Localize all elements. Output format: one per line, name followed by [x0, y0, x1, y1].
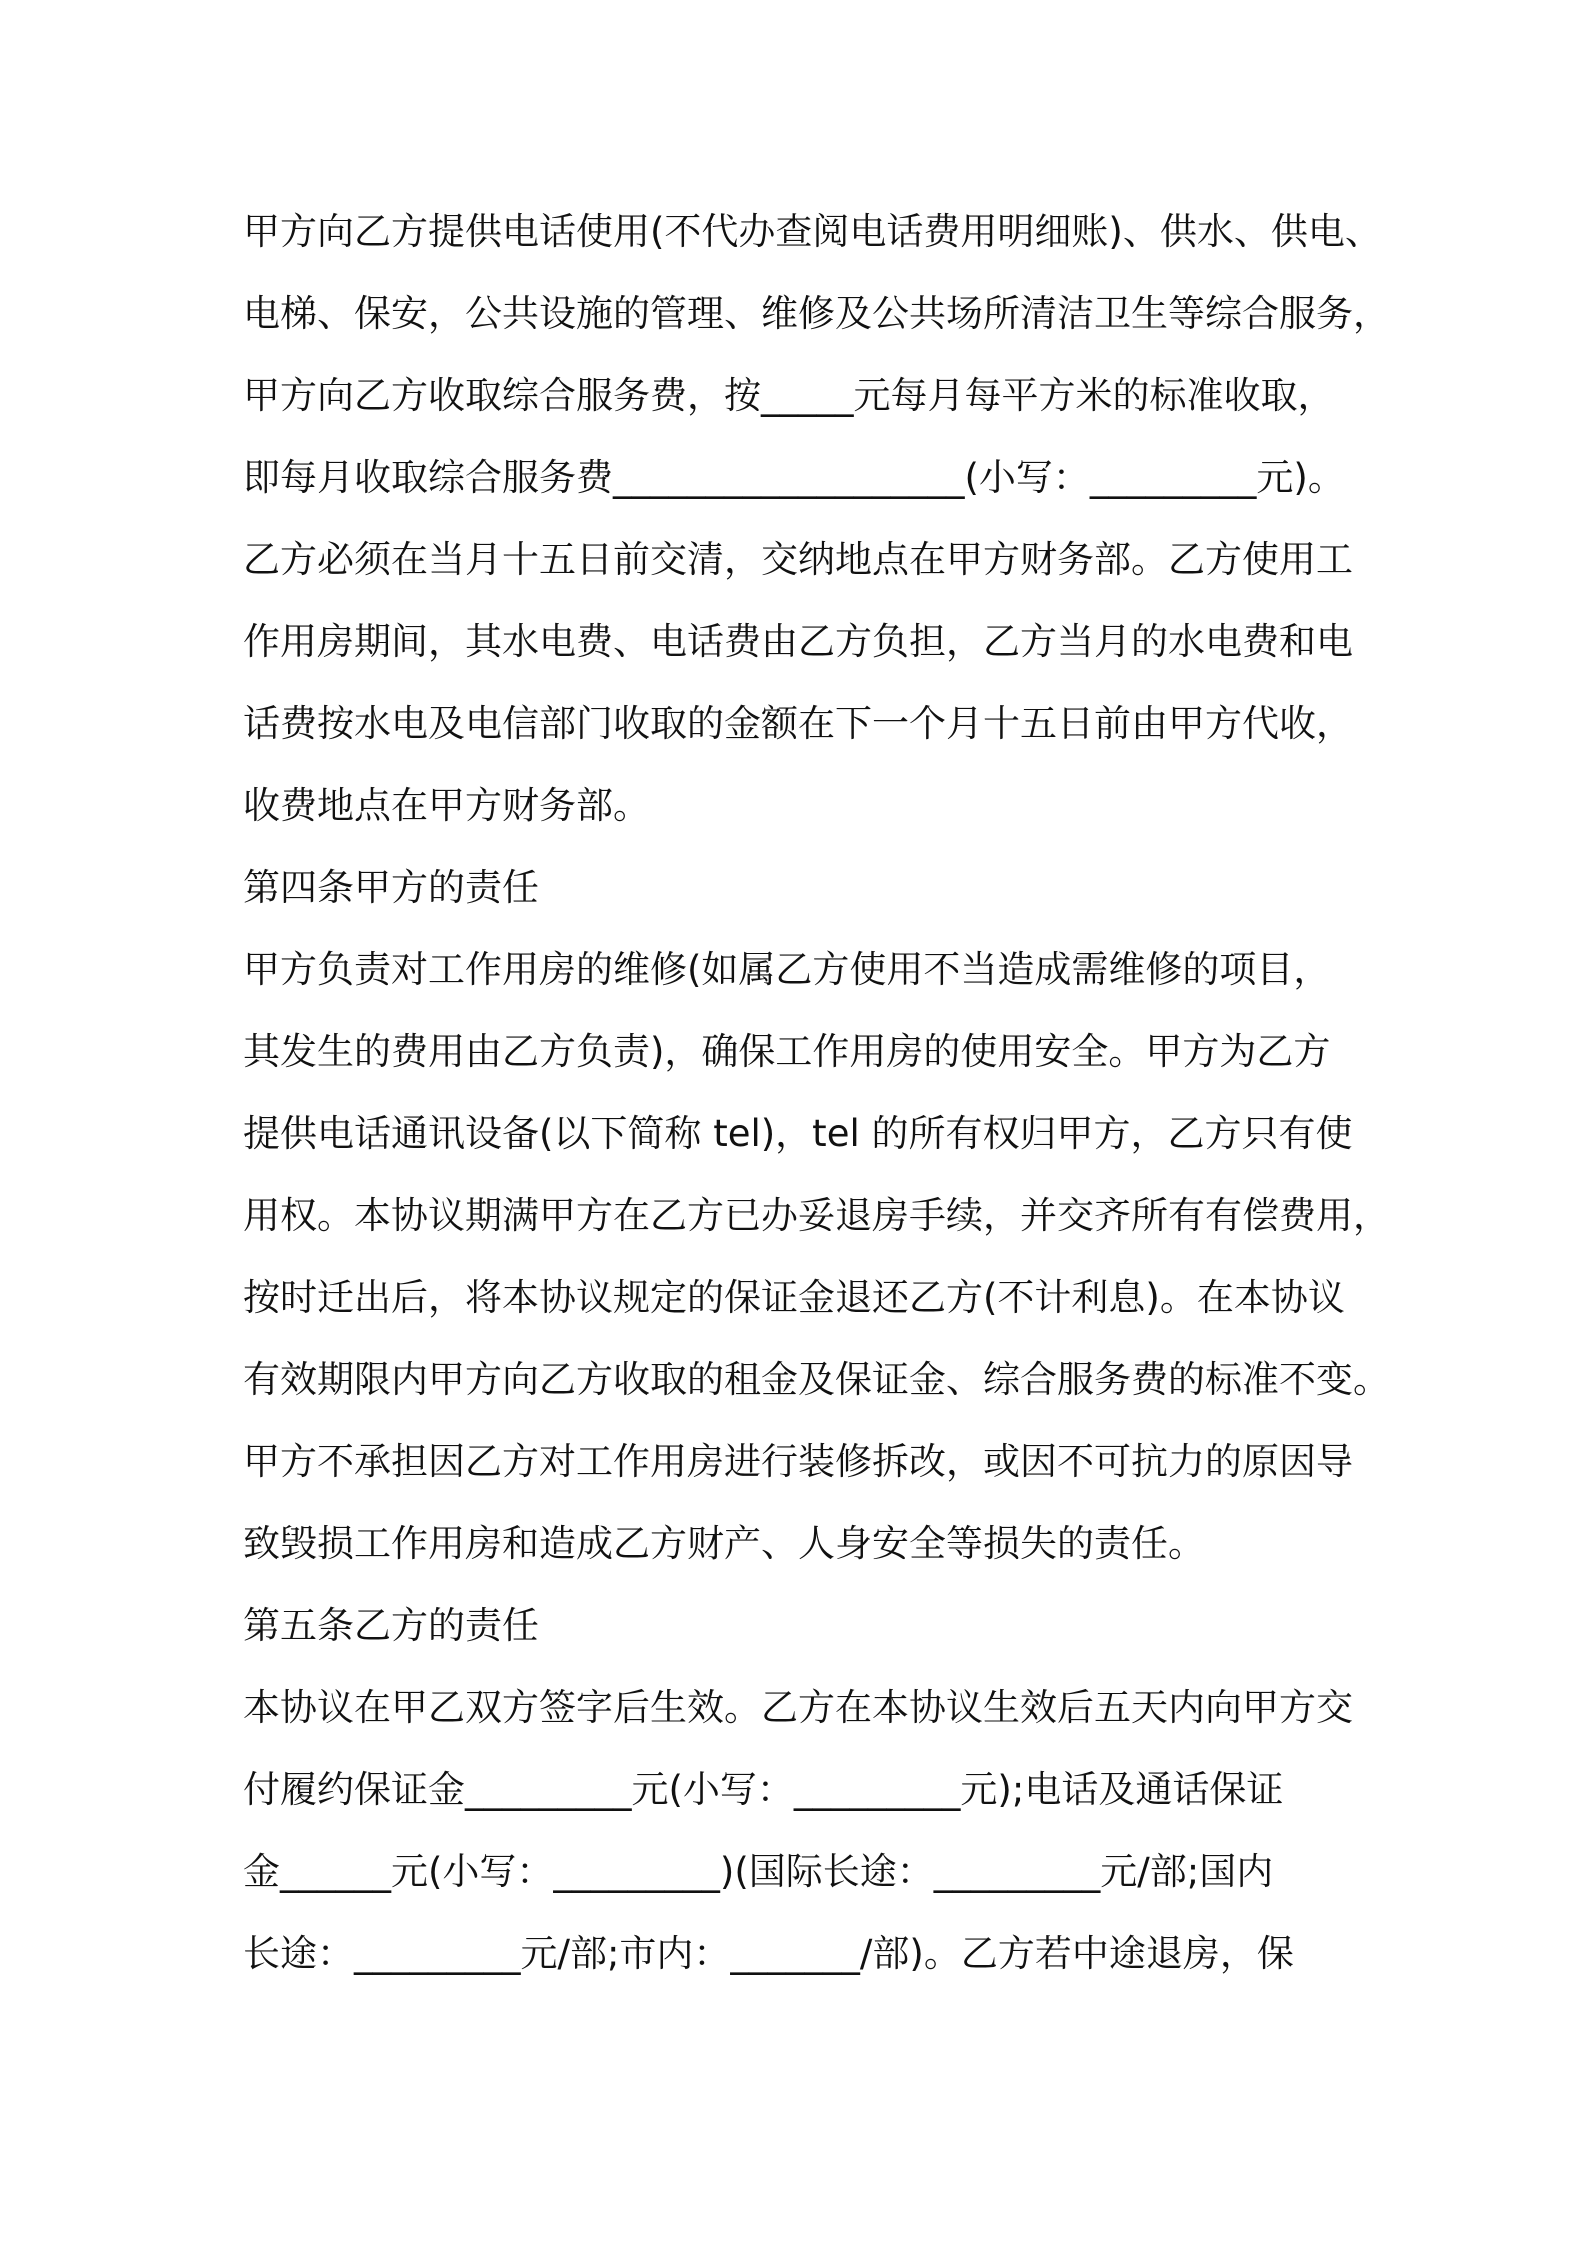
text-line: 甲方不承担因乙方对工作用房进行装修拆改，或因不可抗力的原因导 — [243, 1440, 1353, 1483]
text-line: 用权。本协议期满甲方在乙方已办妥退房手续，并交齐所有有偿费用， — [243, 1194, 1390, 1237]
text-line: 致毁损工作用房和造成乙方财产、人身安全等损失的责任。 — [243, 1522, 1205, 1565]
text-line: 电梯、保安，公共设施的管理、维修及公共场所清洁卫生等综合服务， — [243, 292, 1390, 335]
text-line: 收费地点在甲方财务部。 — [243, 784, 650, 827]
text-line: 甲方向乙方收取综合服务费，按_____元每月每平方米的标准收取， — [243, 374, 1335, 417]
text-line: 提供电话通讯设备(以下简称 tel)，tel 的所有权归甲方，乙方只有使 — [243, 1112, 1353, 1155]
text-line: 本协议在甲乙双方签字后生效。乙方在本协议生效后五天内向甲方交 — [243, 1686, 1353, 1729]
text-line: 长途：_________元/部;市内：_______/部)。乙方若中途退房，保 — [243, 1932, 1294, 1975]
text-line: 乙方必须在当月十五日前交清，交纳地点在甲方财务部。乙方使用工 — [243, 538, 1353, 581]
text-line: 按时迁出后，将本协议规定的保证金退还乙方(不计利息)。在本协议 — [243, 1276, 1345, 1319]
text-line: 即每月收取综合服务费___________________(小写：_________元)。 — [243, 456, 1345, 499]
text-line: 话费按水电及电信部门收取的金额在下一个月十五日前由甲方代收， — [243, 702, 1353, 745]
text-line: 付履约保证金_________元(小写：_________元);电话及通话保证 — [243, 1768, 1284, 1811]
section-heading: 第五条乙方的责任 — [243, 1604, 539, 1647]
text-line: 其发生的费用由乙方负责)，确保工作用房的使用安全。甲方为乙方 — [243, 1030, 1331, 1073]
text-line: 甲方负责对工作用房的维修(如属乙方使用不当造成需维修的项目， — [243, 948, 1331, 991]
text-line: 作用房期间，其水电费、电话费由乙方负担，乙方当月的水电费和电 — [243, 620, 1353, 663]
text-line: 金______元(小写：_________)(国际长途：_________元/部;国内 — [243, 1850, 1274, 1893]
section-heading: 第四条甲方的责任 — [243, 866, 539, 909]
text-line: 甲方向乙方提供电话使用(不代办查阅电话费用明细账)、供水、供电、 — [243, 210, 1382, 253]
text-line: 有效期限内甲方向乙方收取的租金及保证金、综合服务费的标准不变。 — [243, 1358, 1390, 1401]
